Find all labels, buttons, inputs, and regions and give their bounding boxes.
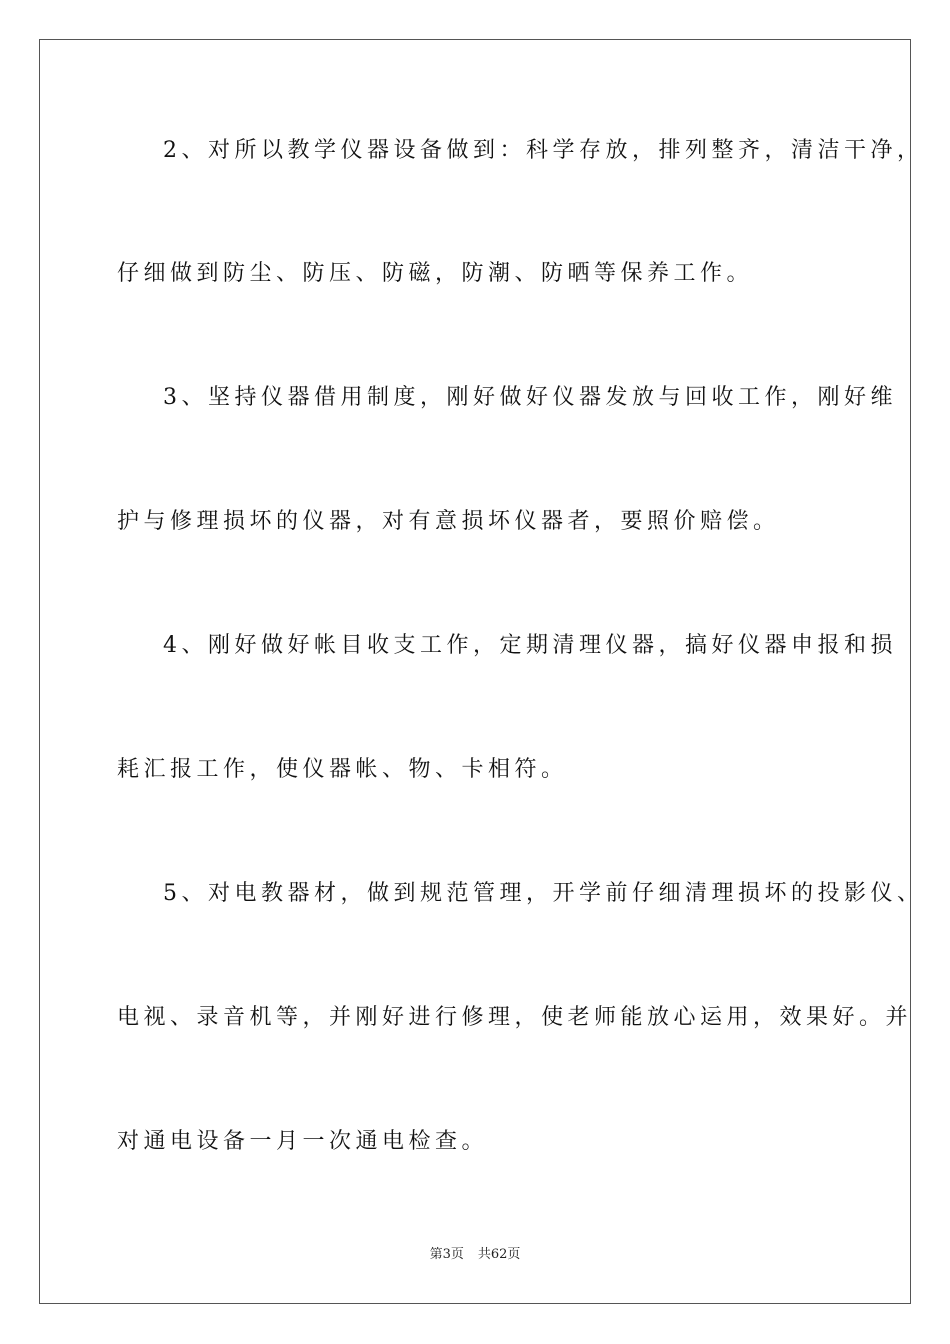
page-number: 第3页 <box>429 1247 464 1262</box>
page-footer <box>0 1243 950 1262</box>
paragraph-5-line-2: 电视、录音机等，并刚好进行修理，使老师能放心运用，效果好。并 <box>117 1005 913 1030</box>
page-total: 共62页 <box>477 1247 521 1262</box>
paragraph-5-line-1: 5、对电教器材，做到规范管理，开学前仔细清理损坏的投影仪、 <box>163 881 924 906</box>
paragraph-2-line-1: 2、对所以教学仪器设备做到：科学存放，排列整齐，清洁干净， <box>163 138 924 163</box>
paragraph-4-line-2: 耗汇报工作，使仪器帐、物、卡相符。 <box>117 757 568 782</box>
paragraph-3-line-1: 3、坚持仪器借用制度，刚好做好仪器发放与回收工作，刚好维 <box>163 385 897 410</box>
paragraph-3-line-2: 护与修理损坏的仪器，对有意损坏仪器者，要照价赔偿。 <box>117 509 780 534</box>
paragraph-5-line-3: 对通电设备一月一次通电检查。 <box>117 1129 489 1154</box>
paragraph-4-line-1: 4、刚好做好帐目收支工作，定期清理仪器，搞好仪器申报和损 <box>163 633 897 658</box>
page-frame <box>39 39 911 1304</box>
paragraph-2-line-2: 仔细做到防尘、防压、防磁，防潮、防晒等保养工作。 <box>117 261 754 286</box>
